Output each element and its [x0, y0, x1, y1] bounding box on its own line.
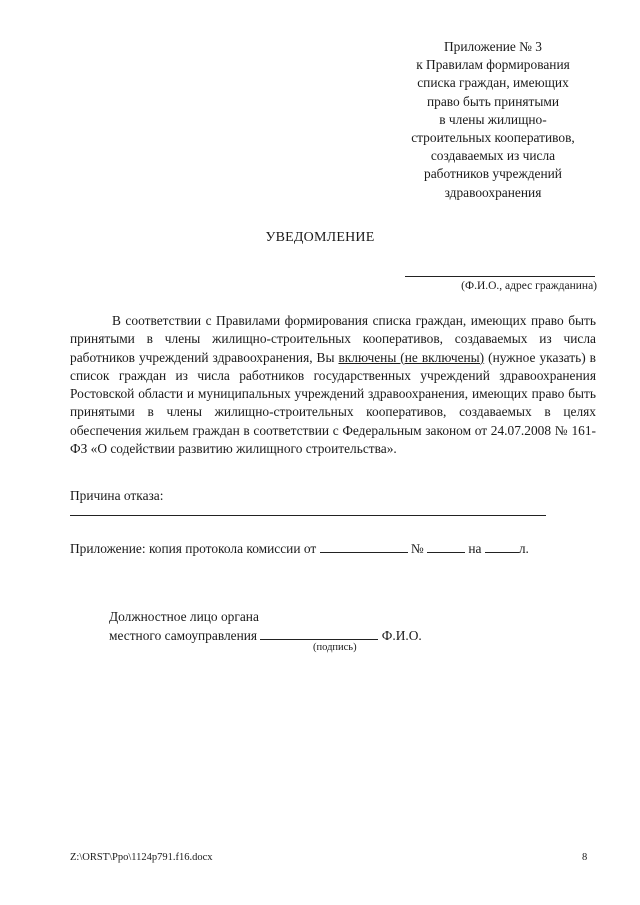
body-text-part2: (нужное указать) в список граждан из числа работников государственных учреждений здравоохранения Ростовской области и муниципальных учреждений здравоохранения, имеющих право быть принятыми в члены жилищно-строительных кооперативов, создаваемых в целях обеспечения жильем граждан в соответствии с Федеральным законом от 24.07.2008 № 161-ФЗ «О содействии развитию жилищного строительства». [70, 349, 596, 457]
body-text-part1: В соответствии с Правилами формирования списка граждан, имеющих право быть принятыми в члены жилищно-строительных кооперативов, создаваемых из числа работников учреждений здравоохранения, Вы [70, 313, 596, 365]
notification-body [70, 312, 596, 458]
appendix-line: строительных кооперативов, [411, 130, 575, 146]
refusal-reason-label: Причина отказа: [70, 488, 164, 503]
protocol-number-label: № [407, 541, 428, 556]
protocol-date-blank [320, 539, 408, 553]
appendix-line: в члены жилищно- [439, 111, 547, 127]
refusal-reason-line [70, 515, 546, 516]
signature-blank [260, 626, 378, 640]
appendix-line: списка граждан, имеющих [417, 75, 569, 91]
enclosure-prefix: Приложение: копия протокола комиссии от [70, 541, 320, 556]
pages-suffix: л. [518, 541, 529, 556]
appendix-header [398, 38, 588, 202]
signature-caption: (подпись) [313, 642, 357, 653]
official-name-label: Ф.И.О. [378, 628, 422, 643]
appendix-line: Приложение № 3 [443, 39, 543, 54]
appendix-line: создаваемых из числа [430, 148, 556, 164]
enclosure-line [70, 539, 529, 557]
pages-count-blank [485, 539, 519, 553]
appendix-line: здравоохранения [444, 184, 542, 200]
official-signature-block [109, 607, 422, 645]
appendix-line: к Правилам формирования [416, 57, 570, 73]
official-title-line2: местного самоуправления [109, 628, 261, 643]
addressee-caption: (Ф.И.О., адрес гражданина) [461, 280, 597, 292]
body-paragraph [70, 312, 596, 458]
official-title-line1: Должностное лицо органа [109, 609, 259, 624]
appendix-line: право быть принятыми [426, 93, 560, 109]
document-title: УВЕДОМЛЕНИЕ [265, 230, 375, 245]
appendix-line: работников учреждений [424, 166, 562, 182]
pages-on-label: на [465, 541, 485, 556]
official-title-line2-row [109, 626, 422, 645]
footer-file-path: Z:\ORST\Ppo\1124p791.f16.docx [70, 852, 213, 863]
addressee-blank-line [405, 276, 595, 277]
page-number: 8 [582, 852, 588, 863]
included-option: включены (не включены) [338, 349, 485, 365]
protocol-number-blank [427, 539, 465, 553]
